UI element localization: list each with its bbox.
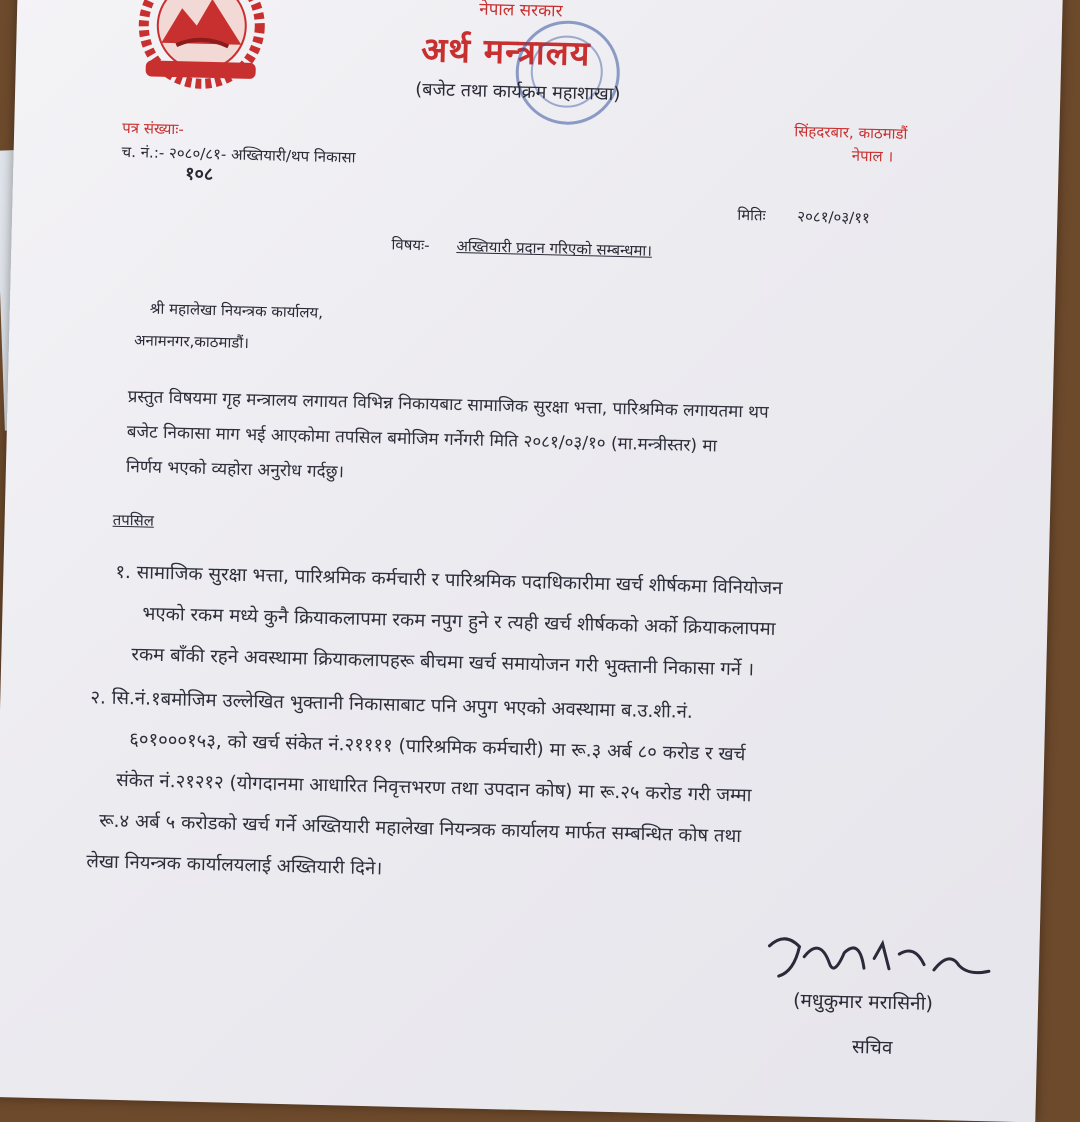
address-line2: नेपाल । [851, 146, 894, 166]
list-item [86, 677, 1016, 905]
signatory-title: सचिव [851, 1035, 893, 1059]
body-line: निर्णय भएको व्यहोरा अनुरोध गर्दछु। [125, 457, 345, 483]
dispatch-handwritten: १०८ [184, 163, 214, 186]
item-line: लेखा नियन्त्रक कार्यालयलाई अख्तियारी दिने। [86, 851, 383, 880]
item-line: संकेत नं.२१२१२ (योगदानमा आधारित निवृत्तभरण तथा उपदान कोष) मा रू.२५ करोड गरी जम्मा [116, 769, 752, 807]
list-item [113, 552, 1016, 697]
item-line: २. सि.नं.१बमोजिम उल्लेखित भुक्तानी निकासाबाट पनि अपुग भएको अवस्थामा ब.उ.शी.नं. [90, 687, 694, 723]
signatory-name: (मधुकुमार मरासिनी) [792, 989, 934, 1015]
body-paragraph [126, 380, 1008, 506]
nepal-emblem-icon [115, 0, 288, 100]
body-line: बजेट निकासा माग भई आएकोमा तपसिल बमोजिम गर्नेगरी मिति २०८१/०३/१० (मा.मन्त्रीस्तर) मा [126, 422, 718, 457]
ministry-name: अर्थ मन्त्रालय [420, 30, 591, 75]
date-label: मितिः [737, 205, 766, 225]
subject-text: अख्तियारी प्रदान गरिएको सम्बन्धमा। [456, 237, 653, 260]
item-line: रकम बाँकी रहने अवस्थामा क्रियाकलापहरू बीचमा खर्च समायोजन गरी भुक्तानी निकासा गर्ने । [131, 644, 755, 681]
division-name: (बजेट तथा कार्यक्रम महाशाखा) [415, 78, 621, 105]
dispatch-number: च. नं.:- २०८०/८१- अख्तियारी/थप निकासा [121, 142, 356, 167]
ministry-stamp-icon [514, 19, 621, 126]
address-line1: सिंहदरबार, काठमाडौं [794, 122, 908, 144]
item-line: ६०१०००१५३, को खर्च संकेत नं.२११११ (पारिश्रमिक कर्मचारी) मा रू.३ अर्ब ८० करोड र खर्च [129, 729, 746, 766]
recipient-line1: श्री महालेखा नियन्त्रक कार्यालय, [149, 299, 324, 322]
government-name: नेपाल सरकार [479, 0, 563, 22]
letter-number-label: पत्र संख्याः- [122, 118, 184, 139]
recipient-line2: अनामनगर,काठमाडौं। [133, 331, 250, 352]
item-line: रू.४ अर्ब ५ करोडको खर्च गर्ने अख्तियारी महालेखा नियन्त्रक कार्यालय मार्फत सम्बन्धित कोष तथा [99, 810, 742, 848]
item-line: १. सामाजिक सुरक्षा भत्ता, पारिश्रमिक कर्मचारी र पारिश्रमिक पदाधिकारीमा खर्च शीर्षकमा विनियोजन [115, 561, 783, 600]
tapsil-heading: तपसिल [112, 510, 155, 530]
date-value: २०८१/०३/११ [797, 207, 871, 228]
body-line: प्रस्तुत विषयमा गृह मन्त्रालय लगायत विभिन्न निकायबाट सामाजिक सुरक्षा भत्ता, पारिश्रमिक लगायतमा थप [127, 387, 769, 423]
subject-label: विषयः- [391, 235, 430, 255]
handwritten-signature [763, 926, 994, 992]
item-line: भएको रकम मध्ये कुनै क्रियाकलापमा रकम नपुग हुने र त्यही खर्च शीर्षकको अर्को क्रियाकलापमा [142, 603, 776, 640]
